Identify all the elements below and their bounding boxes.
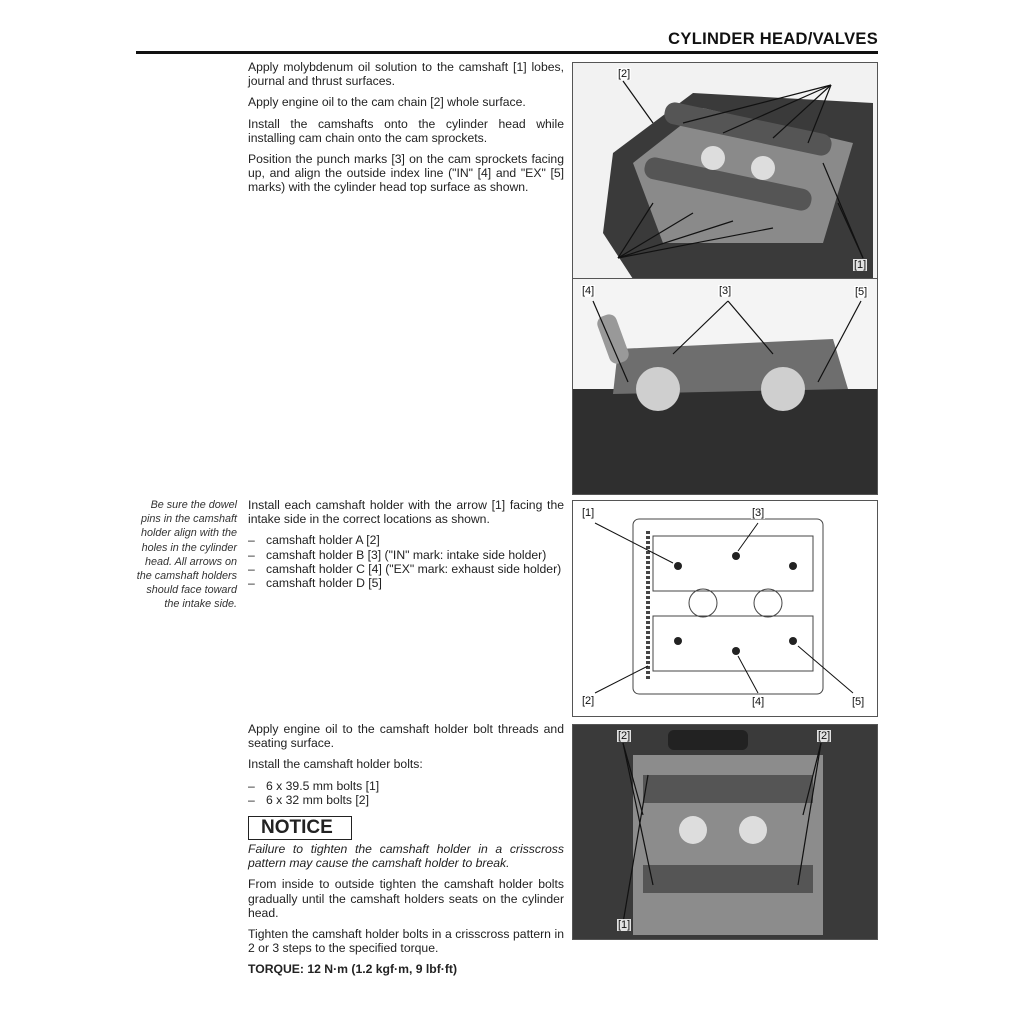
- callout-label: [4]: [752, 696, 765, 708]
- callout-label: [2]: [618, 68, 631, 80]
- paragraph: Install the camshafts onto the cylinder head while installing cam chain onto the cam sprockets.: [248, 116, 564, 145]
- callout-label: [5]: [855, 286, 868, 298]
- paragraph: Install each camshaft holder with the arrow [1] facing the intake side in the correct locations as shown.: [248, 498, 564, 527]
- list-item: – 6 x 39.5 mm bolts [1]: [248, 779, 564, 793]
- paragraph: Install the camshaft holder bolts:: [248, 757, 423, 772]
- list-item: – camshaft holder D [5]: [248, 576, 564, 590]
- engine-photo: [573, 279, 877, 494]
- engine-photo: [573, 725, 877, 939]
- section-holder-bolts: [248, 722, 564, 984]
- list-item: – camshaft holder B [3] ("IN" mark: intake side holder): [248, 548, 564, 562]
- figure-holder-bolts-photo: [572, 724, 878, 940]
- figure-timing-marks-photo: [572, 278, 878, 495]
- callout-label: [2]: [618, 730, 631, 742]
- notice-text: Failure to tighten the camshaft holder in a crisscross pattern may cause the camshaft holder to break.: [248, 842, 564, 871]
- notice-badge: NOTICE: [248, 816, 352, 840]
- callout-label: [5]: [852, 696, 865, 708]
- callout-label: [2]: [582, 695, 595, 707]
- callout-label: [2]: [818, 730, 831, 742]
- paragraph: Apply engine oil to the cam chain [2] whole surface.: [248, 95, 526, 110]
- side-note: Be sure the dowel pins in the camshaft holder align with the holes in the cylinder head. All arrows on the camshaft holders should face toward the intake side.: [136, 499, 237, 611]
- list-item: – 6 x 32 mm bolts [2]: [248, 793, 564, 807]
- callout-label: [1]: [618, 919, 631, 931]
- callout-label: [3]: [752, 507, 765, 519]
- page-header-title: CYLINDER HEAD/VALVES: [668, 30, 878, 48]
- paragraph: Position the punch marks [3] on the cam sprockets facing up, and align the outside index line ("IN" [4] and "EX" [5] marks) with the cylinder head top surface as shown.: [248, 152, 564, 195]
- paragraph: Apply molybdenum oil solution to the camshaft [1] lobes, journal and thrust surfaces.: [248, 60, 564, 89]
- figure-camshaft-photo: [572, 62, 878, 280]
- paragraph: Apply engine oil to the camshaft holder bolt threads and seating surface.: [248, 722, 564, 751]
- list-item: – camshaft holder A [2]: [248, 533, 564, 547]
- callout-label: [3]: [719, 285, 732, 297]
- callout-label: [1]: [854, 259, 867, 271]
- paragraph: Tighten the camshaft holder bolts in a crisscross pattern in 2 or 3 steps to the specified torque.: [248, 927, 564, 956]
- figure-holder-diagram: [572, 500, 878, 717]
- list-item: – camshaft holder C [4] ("EX" mark: exhaust side holder): [248, 562, 564, 576]
- callout-label: [4]: [582, 285, 595, 297]
- section-camshaft-holder: [248, 498, 564, 597]
- bolt-list: [248, 779, 564, 807]
- callout-label: [1]: [582, 507, 595, 519]
- header-rule: [136, 51, 878, 54]
- holder-list: [248, 533, 564, 590]
- engine-photo: [573, 63, 877, 279]
- paragraph: From inside to outside tighten the camshaft holder bolts gradually until the camshaft holders seats on the cylinder head.: [248, 877, 564, 920]
- section-camshaft-install: [248, 60, 564, 202]
- torque-spec: TORQUE: 12 N·m (1.2 kgf·m, 9 lbf·ft): [248, 962, 458, 977]
- cylinder-head-drawing: [573, 501, 877, 716]
